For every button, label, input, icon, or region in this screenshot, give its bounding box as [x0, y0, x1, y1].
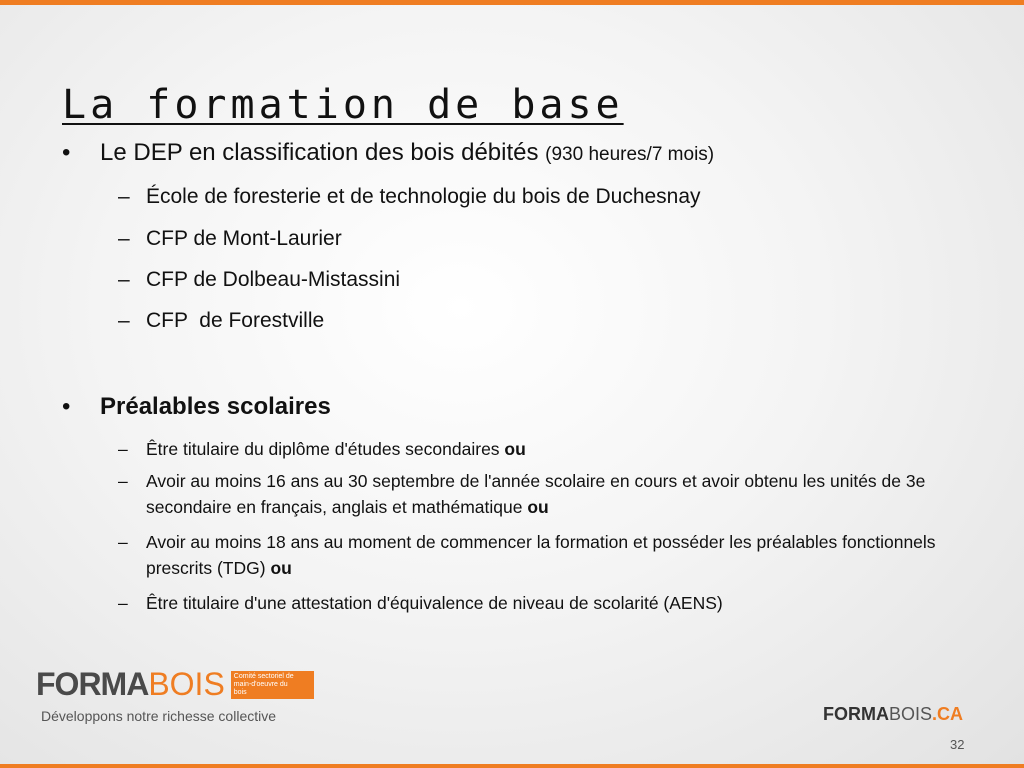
- dash-marker: –: [118, 439, 128, 459]
- slide-title: La formation de base: [62, 82, 624, 128]
- logo-wordmark: FORMA BOIS Comité sectoriel de main-d'oeuvre du bois: [36, 666, 314, 703]
- sub-item: [118, 529, 966, 581]
- emphasis-ou: ou: [270, 558, 292, 578]
- dash-marker: –: [118, 532, 128, 552]
- dash-marker: –: [118, 185, 130, 208]
- sub-item: [118, 436, 966, 462]
- sub-item: [118, 468, 966, 520]
- top-accent-bar: [0, 0, 1024, 5]
- bullet-note: (930 heures/7 mois): [545, 144, 715, 165]
- sub-item-text: CFP de Forestville: [146, 309, 325, 332]
- bullet-text: Préalables scolaires: [100, 393, 331, 420]
- sub-item: [118, 227, 342, 251]
- sub-item-text: CFP de Mont-Laurier: [146, 227, 342, 250]
- emphasis-ou: ou: [527, 497, 549, 517]
- sub-item-text: Avoir au moins 18 ans au moment de commencer la formation et posséder les préalables fonctionnels prescrits (TDG) ou: [146, 532, 936, 578]
- sub-item: [118, 268, 400, 292]
- sub-item: [118, 309, 324, 333]
- bullet-item: [62, 393, 331, 421]
- dash-marker: –: [118, 309, 130, 332]
- emphasis-ou: ou: [504, 439, 526, 459]
- dash-marker: –: [118, 268, 130, 291]
- bullet-text: Le DEP en classification des bois débités (930 heures/7 mois): [100, 139, 715, 166]
- sub-item-text: Être titulaire d'une attestation d'équivalence de niveau de scolarité (AENS): [146, 593, 723, 613]
- dash-marker: –: [118, 471, 128, 491]
- sub-item-text: CFP de Dolbeau-Mistassini: [146, 268, 401, 291]
- logo-tagline-box: Comité sectoriel de main-d'oeuvre du bois: [231, 671, 314, 699]
- dash-marker: –: [118, 227, 130, 250]
- sub-item-text: Avoir au moins 16 ans au 30 septembre de l'année scolaire en cours et avoir obtenu les unités de 3e secondaire en français, anglais et mathématique ou: [146, 471, 926, 517]
- page-number: 32: [950, 737, 965, 752]
- formabois-ca-logo: FORMABOIS.CA: [823, 704, 964, 724]
- sub-item-text: École de foresterie et de technologie du bois de Duchesnay: [146, 185, 701, 208]
- logo-slogan: Développons notre richesse collective: [41, 708, 277, 724]
- dash-marker: –: [118, 593, 128, 613]
- sub-item: [118, 185, 701, 209]
- sub-item: [118, 590, 966, 616]
- bullet-marker: •: [62, 139, 71, 166]
- bottom-accent-bar: [0, 764, 1024, 768]
- bullet-marker: •: [62, 393, 71, 420]
- bullet-item: [62, 139, 714, 167]
- sub-item-text: Être titulaire du diplôme d'études secondaires ou: [146, 439, 526, 459]
